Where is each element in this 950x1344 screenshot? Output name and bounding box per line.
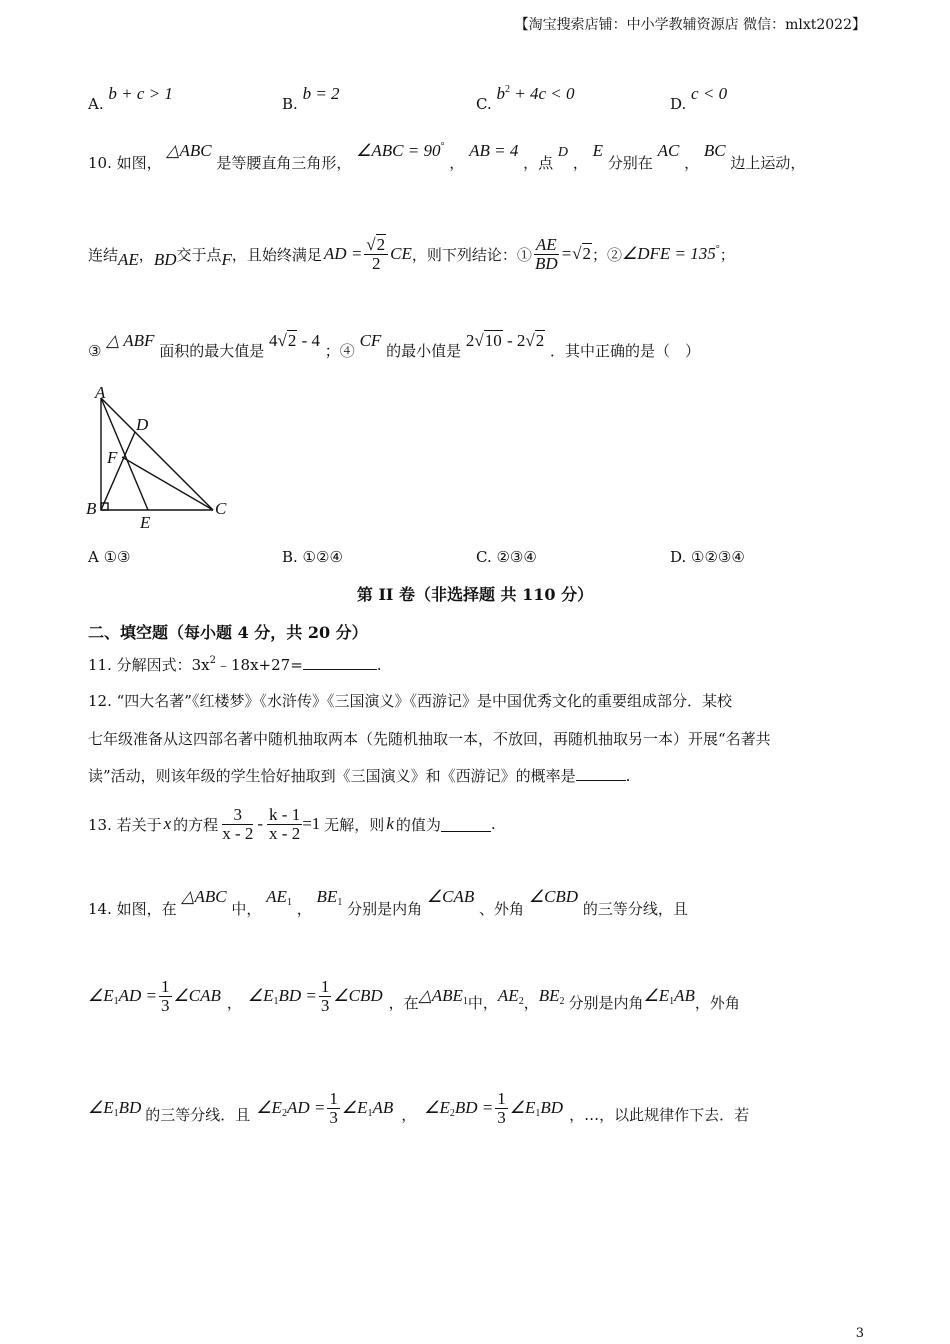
frac-denominator: x - 2: [222, 823, 254, 843]
q10-ae-over-bd: [534, 236, 559, 273]
q10-triangle-figure: [80, 380, 240, 530]
q11-rest: ﹣18x+27=: [216, 656, 303, 674]
q14-text: ，外角: [694, 993, 740, 1012]
side-ac: [101, 398, 213, 510]
angle: ∠E: [643, 985, 670, 1005]
q14-angle-e1ad: [88, 986, 157, 1007]
frac-numerator: √2: [364, 236, 388, 255]
q10-comma: ，: [572, 154, 588, 172]
option-label: D.: [670, 95, 687, 113]
q13-var-k: k: [386, 814, 394, 833]
angle: ∠E: [341, 1097, 368, 1117]
q10-ab: AB = 4: [469, 141, 519, 160]
q13-answer-blank[interactable]: [441, 817, 491, 832]
q10-angle: [356, 141, 444, 160]
q10-option-c: C. ②③④: [476, 548, 537, 566]
q14-text: ，: [226, 993, 242, 1012]
label-b: B: [86, 499, 97, 518]
q10-text: 交于点: [176, 245, 222, 264]
q10-text: ③: [88, 342, 102, 360]
frac-numerator: 1: [320, 976, 330, 996]
q14-text: 的三等分线．且: [145, 1105, 251, 1124]
tri: △ABE: [418, 985, 463, 1005]
page-number: 3: [855, 1326, 864, 1341]
q10-text: 是等腰直角三角形，: [216, 154, 352, 172]
q11-answer-blank[interactable]: [303, 655, 377, 670]
frac-denominator: 3: [161, 995, 170, 1015]
q10-max-area: 4√2 - 4: [268, 331, 320, 350]
angle-rest: AB: [372, 1097, 394, 1117]
q10-text: ；②: [592, 245, 623, 264]
subscript: 1: [669, 995, 675, 1007]
expr-mid: - 2: [502, 331, 526, 350]
q10-ce: CE: [390, 244, 412, 263]
q14-be1: [317, 887, 343, 906]
frac-denominator: 2: [371, 253, 381, 273]
q13: [88, 796, 496, 852]
q14-text: 中，: [231, 900, 262, 918]
part2-title: 第 II 卷（非选择题 共 110 分）: [356, 585, 594, 604]
frac-numerator: 3: [222, 806, 253, 825]
option-expr: b = 2: [302, 84, 340, 103]
expr-exponent: 2: [505, 84, 510, 95]
q13-text: 无解，则: [324, 815, 385, 834]
expr-rest: + 4c < 0: [510, 84, 575, 103]
q10-ac: AC: [657, 141, 680, 160]
q14-text: 14. 如图，在: [88, 900, 177, 918]
q11-end: .: [376, 656, 382, 674]
q14-text: 、外角: [479, 900, 525, 918]
q10-equals: =: [560, 244, 573, 263]
angle-rest: AB: [674, 985, 695, 1005]
q10-text: ，则下列结论：①: [411, 245, 532, 264]
angle-value: ∠DFE = 135: [622, 244, 716, 263]
q10-triangle-abf: △ ABF: [106, 331, 155, 350]
q10-bc: BC: [703, 141, 726, 160]
angle: ∠E: [88, 1097, 114, 1117]
q14-one-third: [319, 978, 332, 1015]
q12-line-3: [88, 765, 630, 786]
expr-base: b: [496, 84, 505, 103]
subscript: 2: [518, 995, 524, 1007]
label-c: C: [215, 499, 227, 518]
angle: ∠E: [88, 985, 114, 1005]
q10-min-cf: 2√10 - 2√2: [465, 331, 545, 350]
q14-ae2: [498, 986, 524, 1007]
q12-answer-blank[interactable]: [576, 766, 626, 781]
q14-text: ，: [401, 1105, 417, 1124]
q10-comma: ，: [449, 154, 465, 172]
q10-option-a: A ①③: [88, 548, 131, 566]
q14-angle-e1ab: [644, 986, 695, 1007]
q14-line-3: [88, 1082, 749, 1134]
q13-equals-one: =1: [302, 814, 321, 833]
q14-text: ，: [523, 993, 539, 1012]
page-header: 【淘宝搜索店铺：中小学教辅资源店 微信：mlxt2022】: [514, 17, 866, 33]
q14-angle-e2bd: [424, 1098, 493, 1119]
q14-one-third: [159, 978, 172, 1015]
q12-line-1: 12. “四大名著”《红楼梦》《水浒传》《三国演义》《西游记》是中国优秀文化的重要组成部分．某校: [88, 692, 732, 710]
sqrt-radicand: 2: [535, 331, 545, 350]
segment-bd: [101, 432, 135, 510]
label-a: A: [95, 383, 106, 402]
q14-line-2: [88, 970, 740, 1022]
q12-text: 读”活动，则该年级的学生恰好抽取到《三国演义》和《西游记》的概率是: [88, 767, 576, 785]
q10-text: ，: [138, 245, 154, 264]
subscript: 1: [367, 1107, 373, 1119]
subscript: 1: [113, 1107, 119, 1119]
angle-value: ∠ABC = 90: [356, 141, 441, 160]
frac-denominator: 3: [320, 995, 330, 1015]
q14-ae1: [266, 887, 292, 906]
q14-text: ，在: [388, 993, 419, 1012]
q10-option-d: D. ①②③④: [670, 548, 745, 566]
sqrt-radicand: 10: [484, 331, 502, 350]
frac-numerator: k - 1: [269, 804, 301, 824]
degree-sign: °: [440, 141, 445, 152]
q10-point-d: D: [557, 145, 569, 160]
q10-ad-eq: AD =: [323, 244, 363, 263]
q9-option-d: [670, 84, 728, 113]
q10-number: 10. 如图，: [88, 154, 162, 172]
section-title: 二、填空题（每小题 4 分，共 20 分）: [88, 623, 368, 642]
coef: 4: [268, 331, 278, 350]
degree-sign: °: [715, 244, 720, 255]
q10-text: 分别在: [607, 154, 653, 172]
q14-angle-e1bd: [248, 986, 317, 1007]
q13-minus: -: [257, 814, 264, 833]
q10-bd: BD: [153, 250, 177, 269]
subscript: 1: [273, 995, 279, 1007]
angle: ∠E: [256, 1097, 282, 1117]
option-label: C.: [476, 95, 492, 113]
q10-text: 连结: [88, 245, 119, 264]
q14-angle-e1ab: [342, 1098, 393, 1119]
q13-fraction-2: [267, 806, 302, 843]
q14-triangle: △ABC: [181, 887, 227, 906]
q12-line-2: 七年级准备从这四部名著中随机抽取两本（先随机抽取一本，不放回，再随机抽取另一本）开展“名著共: [88, 730, 771, 748]
figure-lines: [101, 398, 213, 510]
q10-ae: AE: [118, 250, 139, 269]
q10-sqrt2: √2: [572, 244, 591, 263]
q14-text: ，: [296, 900, 312, 918]
q10-angle-dfe: [622, 244, 720, 264]
frac-numerator: 1: [497, 1088, 506, 1108]
q14-one-third: [495, 1090, 508, 1127]
subscript: 1: [337, 897, 343, 908]
frac-numerator: AE: [535, 234, 557, 254]
subscript: 1: [535, 1107, 541, 1119]
option-expr: b + c > 1: [108, 84, 173, 103]
q14-one-third: [327, 1090, 340, 1127]
q14-angle-e1bd: [510, 1098, 563, 1119]
angle: ∠E: [424, 1097, 450, 1117]
q9-option-a: [88, 84, 173, 113]
subscript: 2: [449, 1107, 455, 1119]
q9-option-b: [282, 84, 340, 113]
option-label: A.: [88, 95, 104, 113]
q14-angle-cab: ∠CAB: [426, 887, 475, 906]
angle-rest: BD: [118, 1097, 142, 1117]
angle-rest: AD =: [286, 1097, 326, 1117]
q14-line-1: [88, 886, 688, 918]
angle: ∠E: [247, 985, 274, 1005]
q13-end: .: [490, 815, 496, 833]
q10-sqrt2-over-2: [364, 236, 388, 273]
q14-angle-cbd: ∠CBD: [333, 986, 383, 1005]
q13-text: 的方程: [173, 815, 219, 834]
q13-var-x: x: [163, 814, 172, 833]
seg: BE: [538, 985, 560, 1005]
q14-triangle-abe1: [419, 986, 468, 1007]
q10-text: ；④: [324, 342, 355, 360]
subscript: 2: [559, 995, 565, 1007]
q14-text: 的三等分线，且: [582, 900, 688, 918]
q10-triangle: △ABC: [166, 141, 212, 160]
q10-line-1: [88, 140, 806, 172]
option-label: B.: [282, 95, 298, 113]
q14-angle-e1bd: [88, 1098, 141, 1119]
q10-comma: ，: [684, 154, 700, 172]
subscript: 1: [286, 897, 292, 908]
angle: ∠E: [509, 1097, 536, 1117]
q10-line-2: [88, 228, 735, 280]
q14-angle-e2ad: [256, 1098, 325, 1119]
sqrt-radicand: 2: [582, 244, 591, 263]
q11-prefix: 11. 分解因式：3x: [88, 656, 210, 674]
q10-text: ，且始终满足: [231, 245, 322, 264]
sqrt-radicand: 2: [376, 234, 386, 254]
expr-rest: - 4: [297, 331, 320, 350]
q10-text: ；: [719, 245, 735, 264]
q10-text: 的最小值是: [386, 342, 462, 360]
q10-f: F: [221, 250, 232, 269]
q14-angle-cbd: ∠CBD: [528, 887, 579, 906]
q14-text: ，…，以此规律作下去．若: [569, 1105, 750, 1124]
q10-text: ．其中正确的是（ ）: [550, 342, 701, 360]
subscript: 1: [113, 995, 119, 1007]
sqrt-radicand: 2: [287, 331, 297, 350]
coef: 2: [465, 331, 475, 350]
q10-point-e: E: [592, 141, 603, 160]
q11: [88, 654, 382, 675]
q10-cf: CF: [359, 331, 382, 350]
q14-text: 中，: [467, 993, 498, 1012]
q10-line-3: [88, 330, 701, 360]
label-d: D: [136, 415, 149, 434]
option-expr: c < 0: [691, 84, 728, 103]
frac-denominator: x - 2: [269, 823, 301, 843]
frac-denominator: 3: [329, 1107, 338, 1127]
angle-rest: BD: [540, 1097, 564, 1117]
q9-option-c: [476, 84, 575, 113]
frac-numerator: 1: [161, 976, 170, 996]
seg: AE: [497, 985, 519, 1005]
label-f: F: [107, 448, 118, 467]
angle-rest: BD =: [278, 985, 317, 1005]
angle-rest: AD =: [118, 985, 158, 1005]
q13-prefix: 13. 若关于: [88, 815, 162, 834]
q13-text: 的值为: [395, 815, 441, 834]
angle-rest: BD =: [454, 1097, 494, 1117]
q14-angle-cab: ∠CAB: [173, 986, 221, 1005]
q12-end: .: [625, 767, 631, 785]
subscript: 2: [281, 1107, 287, 1119]
option-expr: [497, 84, 575, 103]
q10-option-b: B. ①②④: [282, 548, 343, 566]
q14-text: 分别是内角: [568, 993, 644, 1012]
q14-text: 分别是内角: [347, 900, 423, 918]
subscript: 1: [462, 995, 468, 1007]
frac-numerator: 1: [329, 1088, 338, 1108]
frac-denominator: 3: [497, 1107, 506, 1127]
seg: AE: [266, 887, 287, 906]
q10-text: 边上运动，: [730, 154, 806, 172]
q13-fraction-1: [222, 806, 253, 843]
q14-be2: [539, 986, 565, 1007]
q11-exponent: 2: [209, 655, 217, 666]
q10-text: ，点: [523, 154, 554, 172]
frac-denominator: BD: [534, 253, 558, 273]
seg: BE: [316, 887, 338, 906]
label-e: E: [140, 513, 151, 530]
q10-text: 面积的最大值是: [159, 342, 265, 360]
